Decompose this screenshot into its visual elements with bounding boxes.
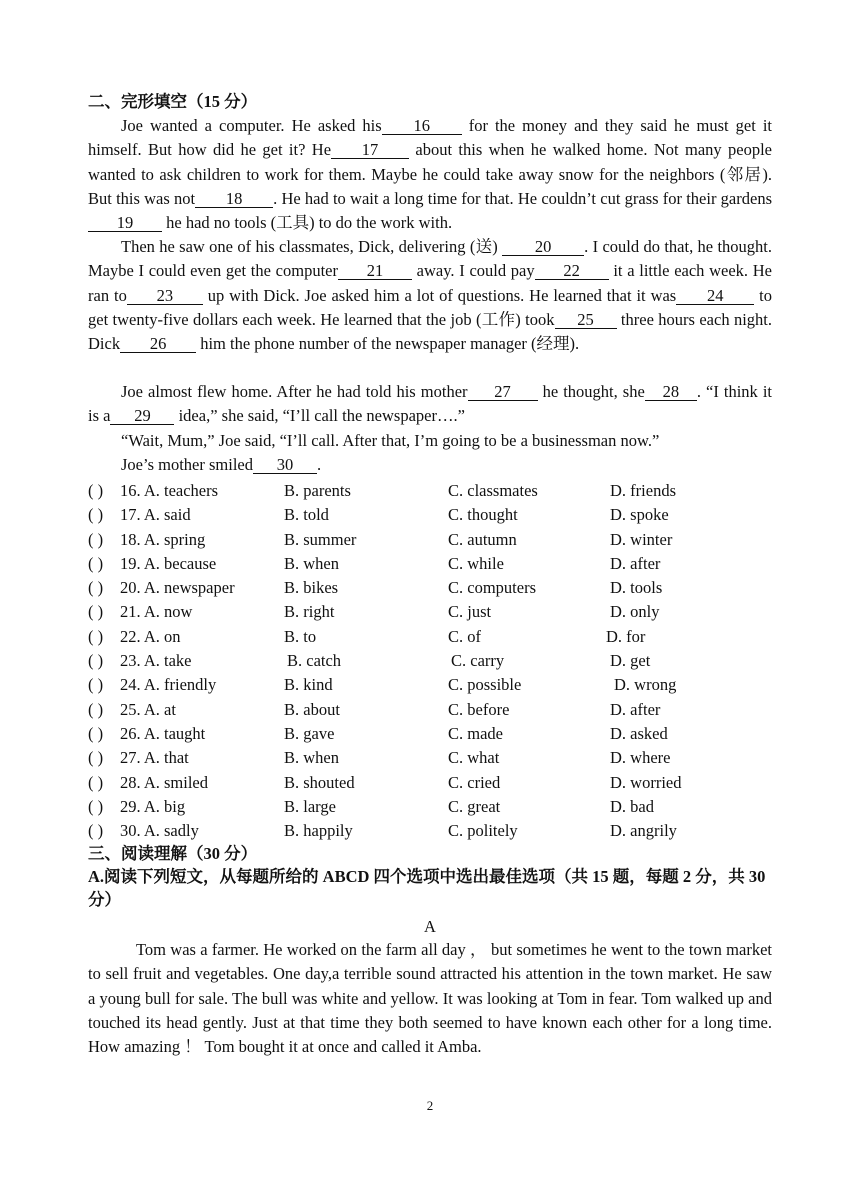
option-a: 16. A. teachers: [120, 481, 219, 500]
answer-box[interactable]: ( ): [88, 821, 104, 841]
option-d: D. after: [610, 699, 661, 719]
blank-28: 28: [645, 383, 697, 401]
option-c: C. thought: [448, 505, 518, 525]
blank-29: 29: [110, 407, 174, 425]
question-row: [88, 795, 788, 819]
question-row: [88, 722, 788, 746]
option-d: D. asked: [610, 723, 668, 743]
question-row: [88, 625, 788, 649]
option-a: 24. A. friendly: [120, 675, 217, 695]
answer-box[interactable]: ( ): [88, 651, 104, 671]
option-b: B. right: [284, 602, 335, 622]
option-c: C. cried: [448, 772, 501, 792]
option-b: B. catch: [287, 651, 342, 671]
option-b: B. summer: [284, 529, 357, 549]
option-a: 19. A. because: [120, 553, 217, 573]
option-d: D. for: [606, 626, 646, 646]
option-a: 17. A. said: [120, 505, 191, 525]
option-d: D. friends: [610, 481, 676, 500]
question-row: [88, 552, 788, 576]
option-c: C. made: [448, 723, 503, 743]
page-number: 2: [426, 1098, 434, 1113]
blank-25: 25: [555, 311, 617, 329]
cloze-paragraph-3: Joe almost flew home. After he had told his mother 27 he thought, she 28 . “I think it is a 29 idea,” she said, “I’ll call the newspaper….”: [88, 382, 772, 426]
blank-26: 26: [120, 335, 196, 353]
section-title-reading: 三、阅读理解（30 分）: [88, 844, 258, 863]
question-row: [88, 673, 788, 697]
blank-16: 16: [382, 117, 462, 135]
option-c: C. possible: [448, 675, 522, 695]
passage-label: A: [424, 917, 436, 936]
option-d: D. wrong: [614, 675, 677, 695]
question-row: [88, 649, 788, 673]
question-row: [88, 479, 788, 503]
answer-box[interactable]: ( ): [88, 553, 104, 573]
reading-instructions: A.阅读下列短文，从每题所给的 ABCD 四个选项中选出最佳选项（共 15 题，每题 2 分，共 30 分）: [88, 867, 766, 909]
answer-box[interactable]: ( ): [88, 675, 104, 695]
question-row: [88, 600, 788, 624]
option-d: D. winter: [610, 529, 673, 549]
blank-18: 18: [195, 190, 273, 208]
option-a: 30. A. sadly: [120, 821, 199, 841]
option-d: D. bad: [610, 796, 654, 816]
option-b: B. bikes: [284, 578, 339, 598]
cloze-paragraph-2: Then he saw one of his classmates, Dick, delivering (送) 20 . I could do that, he thought. Maybe I could even get the computer 21 away. I could pay 22 it a little each week. He ran to 23 up with Dick. Joe asked him a lot of questions. He learned that it was 24 to get twenty-five dollars each week. He learned that the job (工作) took 25 three hours each night. Dick 26 him the phone number of the newspaper manager (经理).: [88, 237, 773, 354]
option-d: D. get: [610, 651, 651, 671]
question-row: [88, 503, 788, 527]
blank-23: 23: [127, 287, 203, 305]
option-b: B. gave: [284, 723, 335, 743]
option-a: 22. A. on: [120, 626, 181, 646]
answer-box[interactable]: ( ): [88, 602, 104, 622]
answer-box[interactable]: ( ): [88, 796, 104, 816]
blank-19: 19: [88, 214, 162, 232]
question-row: [88, 528, 788, 552]
blank-17: 17: [331, 141, 409, 159]
answer-box[interactable]: ( ): [88, 772, 104, 792]
option-c: C. what: [448, 748, 500, 768]
option-a: 20. A. newspaper: [120, 578, 235, 598]
answer-box[interactable]: ( ): [88, 699, 104, 719]
option-c: C. while: [448, 553, 504, 573]
option-d: D. after: [610, 553, 661, 573]
option-c: C. politely: [448, 821, 518, 841]
question-row: [88, 746, 788, 770]
blank-24: 24: [676, 287, 754, 305]
option-c: C. classmates: [448, 481, 538, 500]
question-row: [88, 576, 788, 600]
option-b: B. to: [284, 626, 317, 646]
option-b: B. happily: [284, 821, 353, 841]
option-a: 21. A. now: [120, 602, 193, 622]
question-row: [88, 771, 788, 795]
option-a: 23. A. take: [120, 651, 192, 671]
answer-box[interactable]: ( ): [88, 723, 104, 743]
answer-box[interactable]: ( ): [88, 578, 104, 598]
cloze-paragraph-1: Joe wanted a computer. He asked his 16 for the money and they said he must get it himself. But how did he get it? He 17 about this when he walked home. Not many people wanted to ask children to work for them. Maybe he could take away snow for the neighbors (邻居). But this was not 18 . He had to wait a long time for that. He couldn’t cut grass for their gardens 19 he had no tools (工具) to do the work with.: [88, 116, 772, 233]
question-list: [88, 479, 788, 843]
option-d: D. angrily: [610, 821, 677, 841]
option-c: C. carry: [451, 651, 505, 671]
option-c: C. just: [448, 602, 492, 622]
option-c: C. of: [448, 626, 481, 646]
option-c: C. before: [448, 699, 510, 719]
blank-21: 21: [338, 262, 412, 280]
option-a: 26. A. taught: [120, 723, 206, 743]
question-row: [88, 698, 788, 722]
answer-box[interactable]: ( ): [88, 481, 104, 500]
section-title-cloze: 二、完形填空（15 分）: [88, 92, 258, 111]
option-a: 27. A. that: [120, 748, 189, 768]
answer-box[interactable]: ( ): [88, 529, 104, 549]
reading-passage-a: Tom was a farmer. He worked on the farm all day ， but sometimes he went to the town market to sell fruit and vegetables. One day,a terrible sound attracted his attention in the town market. He saw a young bull for sale. The bull was white and yellow. It was looking at Tom in fear. Tom walked up and touched its head gently. Just at that time they both seemed to have known each other for a long time. How amazing ！ Tom bought it at once and called it Amba.: [88, 940, 772, 1057]
option-a: 18. A. spring: [120, 529, 206, 549]
answer-box[interactable]: ( ): [88, 626, 104, 646]
blank-20: 20: [502, 238, 584, 256]
option-b: B. about: [284, 699, 340, 719]
option-d: D. where: [610, 748, 671, 768]
option-d: D. only: [610, 602, 660, 622]
option-d: D. tools: [610, 578, 663, 598]
option-c: C. computers: [448, 578, 536, 598]
answer-box[interactable]: ( ): [88, 505, 104, 525]
option-a: 29. A. big: [120, 796, 186, 816]
blank-27: 27: [468, 383, 538, 401]
option-b: B. kind: [284, 675, 333, 695]
blank-30: 30: [253, 456, 317, 474]
cloze-paragraph-4: “Wait, Mum,” Joe said, “I’ll call. After that, I’m going to be a businessman now.”: [121, 431, 660, 450]
option-d: D. spoke: [610, 505, 669, 525]
option-c: C. great: [448, 796, 501, 816]
option-b: B. large: [284, 796, 336, 816]
cloze-paragraph-5: Joe’s mother smiled 30 .: [121, 455, 322, 474]
option-b: B. parents: [284, 481, 351, 500]
option-a: 25. A. at: [120, 699, 176, 719]
blank-22: 22: [535, 262, 609, 280]
question-row: [88, 819, 788, 843]
option-c: C. autumn: [448, 529, 517, 549]
option-b: B. when: [284, 553, 339, 573]
option-d: D. worried: [610, 772, 682, 792]
answer-box[interactable]: ( ): [88, 748, 104, 768]
option-b: B. when: [284, 748, 339, 768]
option-b: B. shouted: [284, 772, 355, 792]
option-a: 28. A. smiled: [120, 772, 209, 792]
option-b: B. told: [284, 505, 329, 525]
